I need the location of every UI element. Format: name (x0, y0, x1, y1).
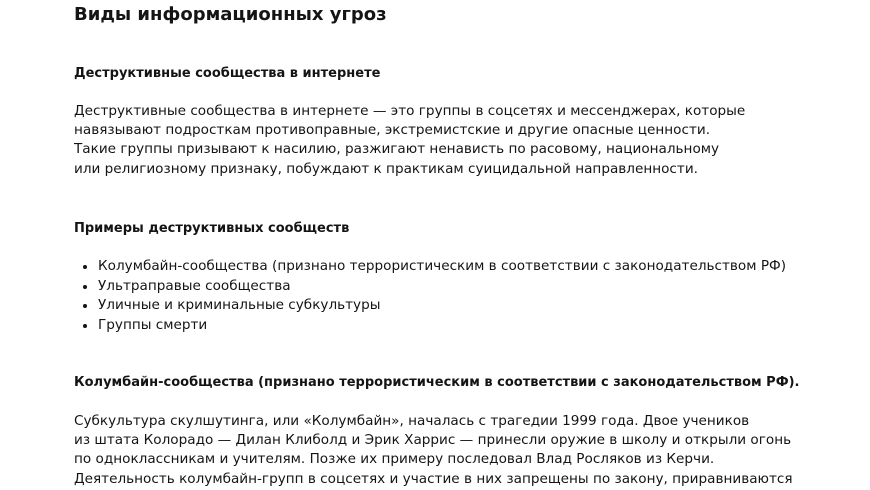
paragraph-line: по одноклассникам и учителям. Позже их примеру последовал Влад Росляков из Керчи. (74, 451, 715, 468)
page-title: Виды информационных угроз (74, 4, 387, 25)
list-item: Группы смерти (74, 316, 786, 336)
paragraph-line: Субкультура скулшутинга, или «Колумбайн», началась с трагедии 1999 года. Двое учеников (74, 413, 750, 429)
examples-list (74, 257, 786, 335)
list-item: Ультраправые сообщества (74, 277, 786, 297)
section-heading-destructive-communities: Деструктивные сообщества в интернете (74, 66, 381, 81)
section-heading-examples: Примеры деструктивных сообществ (74, 221, 350, 236)
list-item: Колумбайн-сообщества (признано террористическим в соответствии с законодательством РФ) (74, 257, 786, 277)
section-paragraph-columbine (74, 412, 793, 489)
section-heading-columbine: Колумбайн-сообщества (признано террористическим в соответствии с законодательством РФ). (74, 375, 800, 390)
list-item: Уличные и криминальные субкультуры (74, 296, 786, 316)
paragraph-line: Деятельность колумбайн-групп в соцсетях и участие в них запрещены по закону, приравниваются (74, 470, 793, 487)
paragraph-line: или религиозному признаку, побуждают к практикам суицидальной направленности. (74, 160, 698, 177)
paragraph-line: навязывают подросткам противоправные, экстремистские и другие опасные ценности. (74, 122, 711, 139)
paragraph-line: из штата Колорадо — Дилан Клиболд и Эрик Харрис — принесли оружие в школу и открыли огонь (74, 432, 792, 449)
section-paragraph-destructive-communities (74, 102, 745, 179)
paragraph-line: Такие группы призывают к насилию, разжигают ненависть по расовому, национальному (74, 141, 720, 158)
paragraph-line: Деструктивные сообщества в интернете — это группы в соцсетях и мессенджерах, которые (74, 103, 746, 119)
